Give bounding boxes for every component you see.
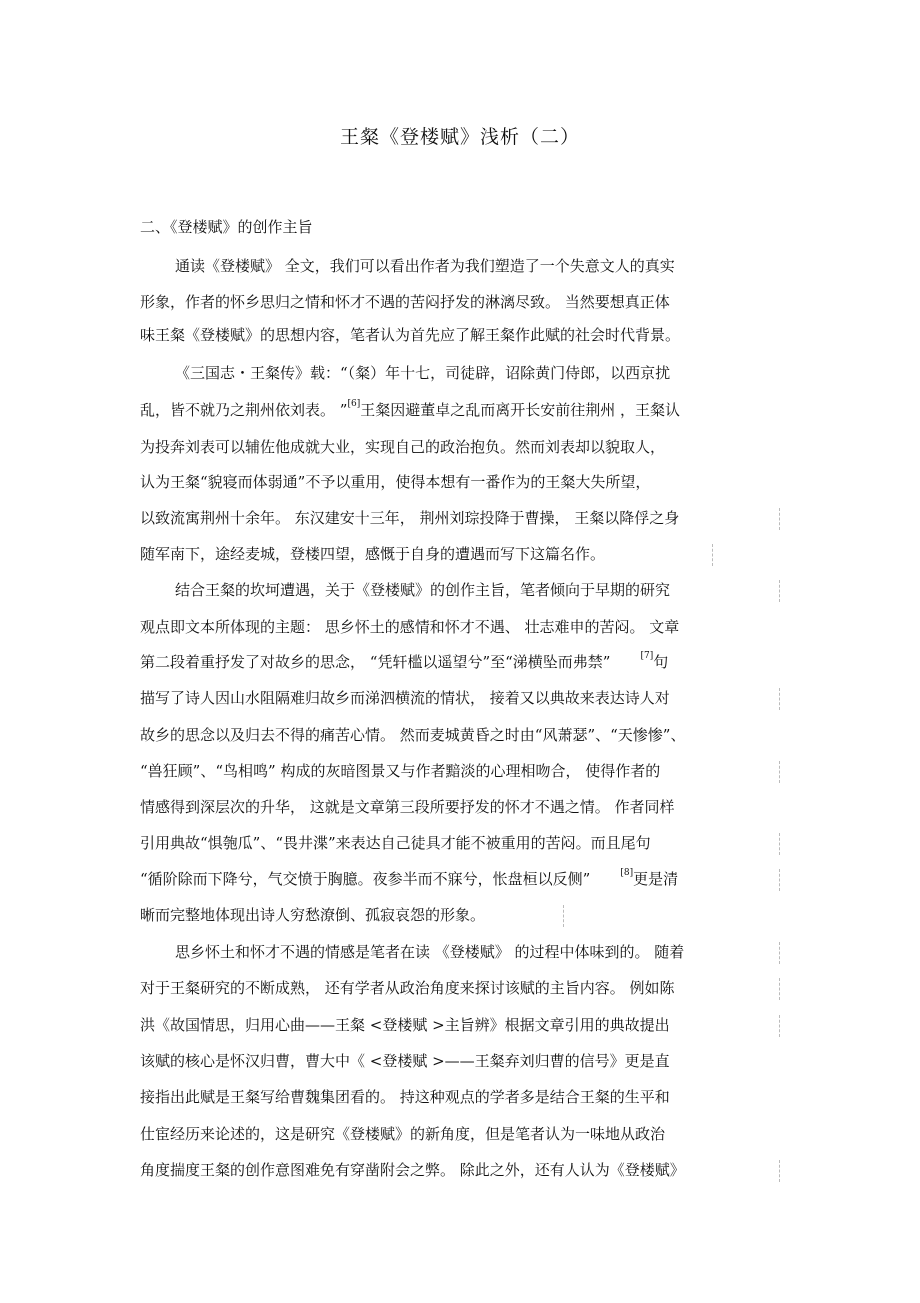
text-segment: “循阶除而下降兮，气交愤于胸臆。夜参半而不寐兮，怅盘桓以反侧” (140, 870, 591, 888)
scan-edge-mark (779, 1015, 780, 1037)
text-line: 认为王粲“貌寝而体弱通”不予以重用，使得本想有一番作为的王粲大失所望， (140, 473, 651, 491)
text-line: 《三国志・王粲传》载：“（粲）年十七，司徒辟，诏除黄门侍郎，以西京扰 (175, 364, 671, 382)
text-line: 形象，作者的怀乡思归之情和怀才不遇的苦闷抒发的淋漓尽致。 当然要想真正体 (140, 293, 670, 311)
scan-edge-mark (779, 942, 780, 964)
text-line (140, 400, 680, 420)
text-line (140, 869, 678, 889)
text-segment: 句 (653, 653, 669, 671)
text-line: 故乡的思念以及归去不得的痛苦心情。 然而麦城黄昏之时由“风萧瑟”、“天惨惨”、 (140, 726, 686, 744)
scan-edge-mark (779, 978, 780, 1000)
text-line: “兽狂顾”、“鸟相鸣” 构成的灰暗图景又与作者黯淡的心理相吻合， 使得作者的 (140, 762, 661, 780)
scan-edge-mark (779, 508, 780, 530)
text-segment: 乱，皆不就乃之荆州依刘表。 ” (140, 401, 348, 419)
section-heading: 二、《登楼赋》的创作主旨 (140, 218, 313, 236)
scan-edge-mark (779, 1160, 780, 1182)
text-line: 随军南下，途经麦城，登楼四望，感慨于自身的遭遇而写下这篇名作。 (140, 545, 606, 563)
text-line: 思乡怀土和怀才不遇的情感是笔者在读 《登楼赋》 的过程中体味到的。 随着 (175, 943, 685, 961)
text-line: 描写了诗人因山水阻隔难归故乡而涕泗横流的情状， 接着又以典故来表达诗人对 (140, 689, 670, 707)
text-line: 洪《故国情思，归用心曲——王粲 <登楼赋 >主旨辨》根据文章引用的典故提出 (140, 1016, 670, 1034)
text-line: 对于王粲研究的不断成熟， 还有学者从政治角度来探讨该赋的主旨内容。 例如陈 (140, 979, 675, 997)
text-line: 结合王粲的坎坷遭遇，关于《登楼赋》的创作主旨，笔者倾向于早期的研究 (175, 581, 671, 599)
text-segment: 王粲因避董卓之乱而离开长安前往荆州 ，王粲认 (360, 401, 680, 419)
text-line: 接指出此赋是王粲写给曹魏集团看的。 持这种观点的学者多是结合王粲的生平和 (140, 1088, 670, 1106)
scan-edge-mark (779, 688, 780, 710)
text-line: 以致流寓荆州十余年。 东汉建安十三年， 荆州刘琮投降于曹操， 王粲以降俘之身 (140, 509, 680, 527)
scan-edge-mark (779, 580, 780, 602)
scan-edge-mark (779, 833, 780, 855)
footnote-ref-8: [8] (620, 868, 634, 878)
footnote-ref-6: [6] (347, 399, 361, 409)
scan-edge-mark (779, 761, 780, 783)
text-segment: 更是清 (633, 870, 679, 888)
text-line: 观点即文本所体现的主题： 思乡怀土的感情和怀才不遇、 壮志难申的苦闷。 文章 (140, 618, 680, 636)
scan-edge-mark (712, 544, 713, 566)
text-line: 情感得到深层次的升华， 这就是文章第三段所要抒发的怀才不遇之情。 作者同样 (140, 798, 675, 816)
text-line: 为投奔刘表可以辅佐他成就大业，实现自己的政治抱负。然而刘表却以貌取人， (140, 438, 666, 456)
text-line: 通读《登楼赋》 全文，我们可以看出作者为我们塑造了一个失意文人的真实 (175, 257, 675, 275)
scan-edge-mark (779, 869, 780, 891)
scan-edge-mark (563, 905, 564, 927)
text-line: 仕宦经历来论述的，这是研究《登楼赋》的新角度，但是笔者认为一味地从政治 (140, 1125, 666, 1143)
text-line: 引用典故“惧匏瓜”、“畏井渫”来表达自己徒具才能不被重用的苦闷。而且尾句 (140, 834, 651, 852)
text-line: 晰而完整地体现出诗人穷愁潦倒、孤寂哀怨的形象。 (140, 906, 486, 924)
footnote-ref-7: [7] (640, 651, 654, 661)
text-line: 角度揣度王粲的创作意图难免有穿凿附会之弊。 除此之外，还有人认为《登楼赋》 (140, 1161, 685, 1179)
page-title: 王粲《登楼赋》浅析（二） (339, 126, 580, 148)
text-line: 味王粲《登楼赋》的思想内容，笔者认为首先应了解王粲作此赋的社会时代背景。 (140, 326, 681, 344)
text-line (140, 652, 668, 672)
text-segment: 第二段着重抒发了对故乡的思念， “凭轩槛以遥望兮”至“涕横坠而弗禁” (140, 653, 611, 671)
text-line: 该赋的核心是怀汉归曹，曹大中《 <登楼赋 >——王粲弃刘归曹的信号》更是直 (140, 1052, 670, 1070)
